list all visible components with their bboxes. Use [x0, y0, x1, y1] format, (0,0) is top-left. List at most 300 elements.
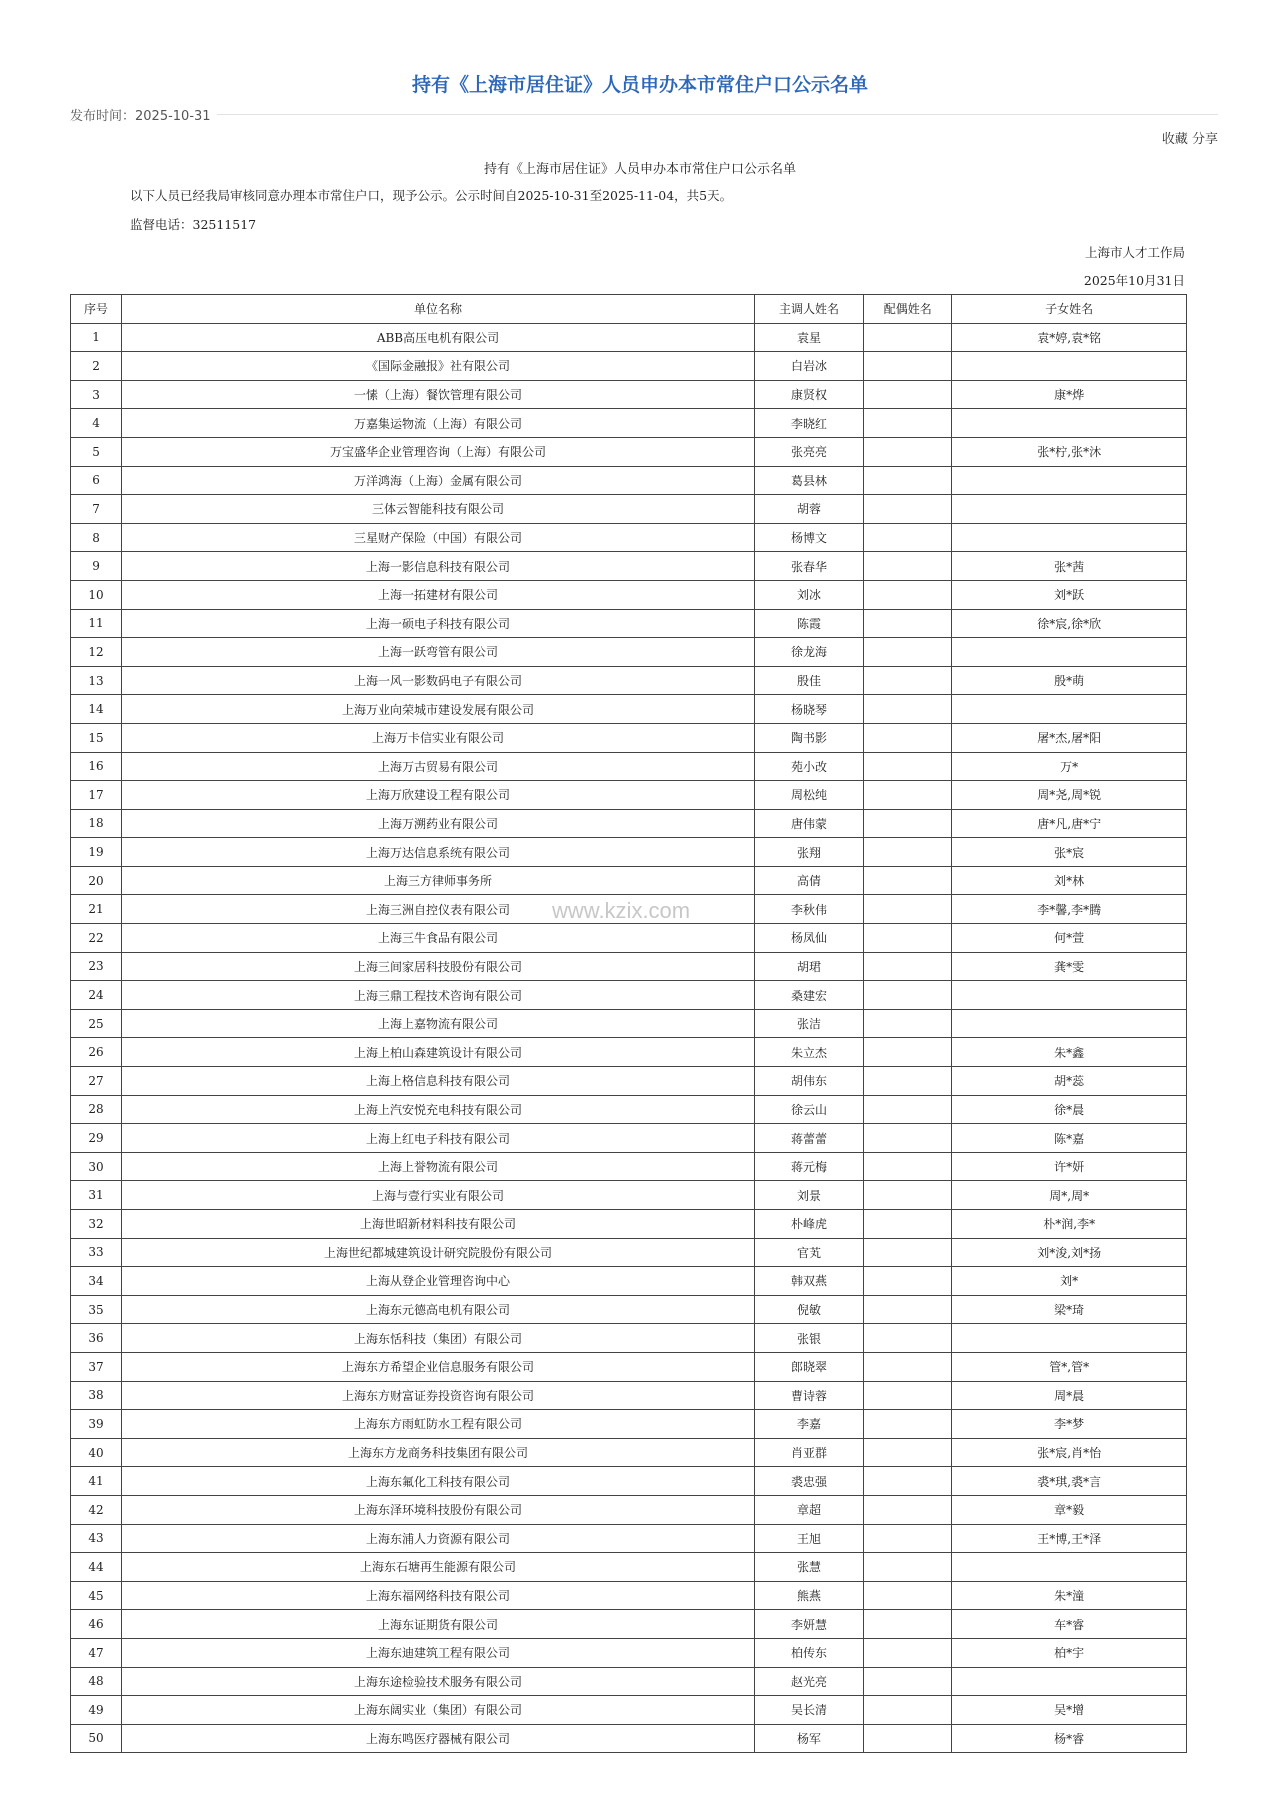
spouse-name: [864, 981, 952, 1010]
collect-button[interactable]: 收藏: [1161, 132, 1188, 147]
main-applicant-name: 裘忠强: [754, 1467, 863, 1496]
children-names: 龚*雯: [952, 952, 1187, 981]
main-applicant-name: 杨凤仙: [754, 924, 863, 953]
spouse-name: [864, 638, 952, 667]
children-names: 屠*杰,屠*阳: [952, 723, 1187, 752]
row-index: 4: [71, 409, 122, 438]
row-index: 49: [71, 1696, 122, 1725]
issue-date: 2025年10月31日: [1083, 273, 1185, 288]
children-names: 管*,管*: [952, 1352, 1187, 1381]
unit-name: 上海东泽环境科技股份有限公司: [122, 1495, 755, 1524]
unit-name: 上海三方律师事务所: [122, 866, 755, 895]
unit-name: 上海东途检验技术服务有限公司: [122, 1667, 755, 1696]
table-row: [71, 1724, 1187, 1753]
row-index: 29: [71, 1124, 122, 1153]
header-children: 子女姓名: [952, 295, 1187, 324]
table-row: [71, 924, 1187, 953]
main-applicant-name: 李嘉: [754, 1410, 863, 1439]
main-applicant-name: 周松纯: [754, 781, 863, 810]
table-row: [71, 723, 1187, 752]
children-names: 王*博,王*泽: [952, 1524, 1187, 1553]
row-index: 33: [71, 1238, 122, 1267]
row-index: 15: [71, 723, 122, 752]
main-applicant-name: 张银: [754, 1324, 863, 1353]
row-index: 7: [71, 495, 122, 524]
table-row: [71, 1124, 1187, 1153]
children-names: [952, 1324, 1187, 1353]
spouse-name: [864, 723, 952, 752]
publish-row: [70, 104, 1218, 124]
main-applicant-name: 袁星: [754, 323, 863, 352]
children-names: 李*梦: [952, 1410, 1187, 1439]
table-row: [71, 1238, 1187, 1267]
children-names: [952, 1009, 1187, 1038]
table-row: [71, 1210, 1187, 1239]
row-index: 13: [71, 666, 122, 695]
spouse-name: [864, 809, 952, 838]
main-applicant-name: 朱立杰: [754, 1038, 863, 1067]
unit-name: 上海东方龙商务科技集团有限公司: [122, 1438, 755, 1467]
intro-paragraph: 以下人员已经我局审核同意办理本市常住户口，现予公示。公示时间自2025-10-31至2025-11-04，共5天。: [130, 188, 733, 203]
row-index: 19: [71, 838, 122, 867]
spouse-name: [864, 1324, 952, 1353]
spouse-name: [864, 380, 952, 409]
spouse-name: [864, 1524, 952, 1553]
table-row: [71, 809, 1187, 838]
main-applicant-name: 桑建宏: [754, 981, 863, 1010]
unit-name: 上海与壹行实业有限公司: [122, 1181, 755, 1210]
unit-name: 上海东福网络科技有限公司: [122, 1581, 755, 1610]
children-names: 朱*潼: [952, 1581, 1187, 1610]
children-names: 朱*鑫: [952, 1038, 1187, 1067]
spouse-name: [864, 1667, 952, 1696]
children-names: [952, 981, 1187, 1010]
table-row: [71, 1295, 1187, 1324]
children-names: 车*睿: [952, 1610, 1187, 1639]
spouse-name: [864, 1381, 952, 1410]
row-index: 3: [71, 380, 122, 409]
table-row: [71, 1009, 1187, 1038]
header-spouse: 配偶姓名: [864, 295, 952, 324]
unit-name: 上海东方雨虹防水工程有限公司: [122, 1410, 755, 1439]
spouse-name: [864, 552, 952, 581]
children-names: 章*毅: [952, 1495, 1187, 1524]
spouse-name: [864, 466, 952, 495]
unit-name: 上海三间家居科技股份有限公司: [122, 952, 755, 981]
table-row: [71, 952, 1187, 981]
table-row: [71, 1610, 1187, 1639]
spouse-name: [864, 580, 952, 609]
row-index: 2: [71, 352, 122, 381]
children-names: 周*尧,周*锐: [952, 781, 1187, 810]
main-applicant-name: 蒋元梅: [754, 1152, 863, 1181]
table-row: [71, 1696, 1187, 1725]
row-index: 8: [71, 523, 122, 552]
spouse-name: [864, 895, 952, 924]
main-applicant-name: 陶书影: [754, 723, 863, 752]
main-applicant-name: 高倩: [754, 866, 863, 895]
spouse-name: [864, 1067, 952, 1096]
unit-name: 上海东阔实业（集团）有限公司: [122, 1696, 755, 1725]
main-applicant-name: 柏传东: [754, 1638, 863, 1667]
spouse-name: [864, 1724, 952, 1753]
main-applicant-name: 杨博文: [754, 523, 863, 552]
unit-name: 《国际金融报》社有限公司: [122, 352, 755, 381]
row-index: 27: [71, 1067, 122, 1096]
spouse-name: [864, 1467, 952, 1496]
row-index: 12: [71, 638, 122, 667]
unit-name: 上海万溯药业有限公司: [122, 809, 755, 838]
children-names: 张*柠,张*沐: [952, 437, 1187, 466]
spouse-name: [864, 1581, 952, 1610]
row-index: 23: [71, 952, 122, 981]
spouse-name: [864, 1438, 952, 1467]
unit-name: 上海一拓建材有限公司: [122, 580, 755, 609]
children-names: 朴*润,李*: [952, 1210, 1187, 1239]
children-names: 周*晨: [952, 1381, 1187, 1410]
main-applicant-name: 张春华: [754, 552, 863, 581]
table-row: [71, 1524, 1187, 1553]
table-row: [71, 981, 1187, 1010]
unit-name: 上海一跃弯管有限公司: [122, 638, 755, 667]
spouse-name: [864, 1638, 952, 1667]
spouse-name: [864, 695, 952, 724]
unit-name: ABB高压电机有限公司: [122, 323, 755, 352]
unit-name: 上海上誉物流有限公司: [122, 1152, 755, 1181]
table-row: [71, 1267, 1187, 1296]
children-names: 柏*宇: [952, 1638, 1187, 1667]
main-applicant-name: 殷佳: [754, 666, 863, 695]
table-row: [71, 380, 1187, 409]
table-row: [71, 552, 1187, 581]
children-names: 何*萱: [952, 924, 1187, 953]
table-row: [71, 1495, 1187, 1524]
row-index: 20: [71, 866, 122, 895]
table-row: [71, 580, 1187, 609]
row-index: 17: [71, 781, 122, 810]
unit-name: 上海东证期货有限公司: [122, 1610, 755, 1639]
spouse-name: [864, 1238, 952, 1267]
main-applicant-name: 肖亚群: [754, 1438, 863, 1467]
children-names: 裘*琪,裘*言: [952, 1467, 1187, 1496]
main-applicant-name: 倪敏: [754, 1295, 863, 1324]
main-applicant-name: 白岩冰: [754, 352, 863, 381]
table-row: [71, 437, 1187, 466]
main-applicant-name: 徐云山: [754, 1095, 863, 1124]
row-index: 16: [71, 752, 122, 781]
children-names: 张*宸,肖*怡: [952, 1438, 1187, 1467]
children-names: 张*宸: [952, 838, 1187, 867]
spouse-name: [864, 1495, 952, 1524]
row-index: 9: [71, 552, 122, 581]
unit-name: 上海一风一影数码电子有限公司: [122, 666, 755, 695]
table-row: [71, 323, 1187, 352]
watermark: www.kzix.com: [552, 898, 691, 923]
table-row: [71, 1324, 1187, 1353]
row-index: 36: [71, 1324, 122, 1353]
spouse-name: [864, 1696, 952, 1725]
header-main-applicant: 主调人姓名: [754, 295, 863, 324]
children-names: 康*烨: [952, 380, 1187, 409]
table-row: [71, 466, 1187, 495]
unit-name: 上海东浦人力资源有限公司: [122, 1524, 755, 1553]
children-names: [952, 523, 1187, 552]
row-index: 43: [71, 1524, 122, 1553]
spouse-name: [864, 1181, 952, 1210]
unit-name: 上海万古贸易有限公司: [122, 752, 755, 781]
spouse-name: [864, 952, 952, 981]
unit-name: 三星财产保险（中国）有限公司: [122, 523, 755, 552]
row-index: 42: [71, 1495, 122, 1524]
main-applicant-name: 康贤权: [754, 380, 863, 409]
children-names: 刘*浚,刘*扬: [952, 1238, 1187, 1267]
main-applicant-name: 葛县林: [754, 466, 863, 495]
spouse-name: [864, 1267, 952, 1296]
unit-name: 万嘉集运物流（上海）有限公司: [122, 409, 755, 438]
row-index: 41: [71, 1467, 122, 1496]
main-applicant-name: 蒋蕾蕾: [754, 1124, 863, 1153]
main-applicant-name: 张翔: [754, 838, 863, 867]
table-row: [71, 895, 1187, 924]
row-index: 38: [71, 1381, 122, 1410]
row-index: 44: [71, 1553, 122, 1582]
share-button[interactable]: 分享: [1191, 132, 1218, 147]
unit-name: 上海东方财富证券投资咨询有限公司: [122, 1381, 755, 1410]
row-index: 31: [71, 1181, 122, 1210]
spouse-name: [864, 1553, 952, 1582]
unit-name: 上海万卡信实业有限公司: [122, 723, 755, 752]
main-applicant-name: 胡蓉: [754, 495, 863, 524]
row-index: 37: [71, 1352, 122, 1381]
unit-name: 上海三洲自控仪表有限公司: [122, 895, 755, 924]
spouse-name: [864, 495, 952, 524]
main-applicant-name: 章超: [754, 1495, 863, 1524]
header-divider: [217, 114, 1218, 115]
unit-name: 上海一硕电子科技有限公司: [122, 609, 755, 638]
main-applicant-name: 苑小改: [754, 752, 863, 781]
children-names: [952, 409, 1187, 438]
main-applicant-name: 胡伟东: [754, 1067, 863, 1096]
table-row: [71, 752, 1187, 781]
spouse-name: [864, 924, 952, 953]
main-applicant-name: 李晓红: [754, 409, 863, 438]
spouse-name: [864, 1152, 952, 1181]
children-names: 梁*琦: [952, 1295, 1187, 1324]
unit-name: 上海从登企业管理咨询中心: [122, 1267, 755, 1296]
unit-name: 上海东恬科技（集团）有限公司: [122, 1324, 755, 1353]
spouse-name: [864, 866, 952, 895]
document-subtitle: 持有《上海市居住证》人员申办本市常住户口公示名单: [483, 162, 796, 177]
unit-name: 上海东方希望企业信息服务有限公司: [122, 1352, 755, 1381]
unit-name: 一愫（上海）餐饮管理有限公司: [122, 380, 755, 409]
table-row: [71, 1038, 1187, 1067]
unit-name: 上海世昭新材料科技有限公司: [122, 1210, 755, 1239]
row-index: 26: [71, 1038, 122, 1067]
table-row: [71, 1467, 1187, 1496]
children-names: 李*馨,李*腾: [952, 895, 1187, 924]
table-row: [71, 352, 1187, 381]
table-header-row: [71, 295, 1187, 324]
row-index: 21: [71, 895, 122, 924]
row-index: 35: [71, 1295, 122, 1324]
spouse-name: [864, 323, 952, 352]
children-names: 刘*: [952, 1267, 1187, 1296]
spouse-name: [864, 1038, 952, 1067]
main-applicant-name: 张洁: [754, 1009, 863, 1038]
row-index: 22: [71, 924, 122, 953]
publish-time: 发布时间：2025-10-31: [70, 108, 211, 124]
supervision-phone: 监督电话：32511517: [130, 217, 257, 232]
table-row: [71, 1152, 1187, 1181]
issuer-name: 上海市人才工作局: [1084, 245, 1185, 260]
spouse-name: [864, 523, 952, 552]
main-applicant-name: 刘冰: [754, 580, 863, 609]
spouse-name: [864, 1410, 952, 1439]
unit-name: 上海世纪都城建筑设计研究院股份有限公司: [122, 1238, 755, 1267]
main-applicant-name: 赵光亮: [754, 1667, 863, 1696]
table-row: [71, 866, 1187, 895]
table-row: [71, 1067, 1187, 1096]
spouse-name: [864, 437, 952, 466]
table-row: [71, 1638, 1187, 1667]
spouse-name: [864, 1210, 952, 1239]
main-applicant-name: 张亮亮: [754, 437, 863, 466]
table-row: [71, 1181, 1187, 1210]
spouse-name: [864, 409, 952, 438]
row-index: 14: [71, 695, 122, 724]
row-index: 40: [71, 1438, 122, 1467]
table-row: [71, 1667, 1187, 1696]
row-index: 18: [71, 809, 122, 838]
row-index: 34: [71, 1267, 122, 1296]
table-row: [71, 1438, 1187, 1467]
children-names: 周*,周*: [952, 1181, 1187, 1210]
unit-name: 上海上红电子科技有限公司: [122, 1124, 755, 1153]
table-row: [71, 523, 1187, 552]
row-index: 1: [71, 323, 122, 352]
main-applicant-name: 李妍慧: [754, 1610, 863, 1639]
unit-name: 上海三牛食品有限公司: [122, 924, 755, 953]
table-row: [71, 495, 1187, 524]
table-row: [71, 695, 1187, 724]
main-applicant-name: 刘景: [754, 1181, 863, 1210]
children-names: 徐*晨: [952, 1095, 1187, 1124]
row-index: 32: [71, 1210, 122, 1239]
unit-name: 三体云智能科技有限公司: [122, 495, 755, 524]
row-index: 6: [71, 466, 122, 495]
unit-name: 万洋鸿海（上海）金属有限公司: [122, 466, 755, 495]
table-row: [71, 1352, 1187, 1381]
header-index: 序号: [71, 295, 122, 324]
table-row: [71, 1553, 1187, 1582]
row-index: 24: [71, 981, 122, 1010]
table-row: [71, 1410, 1187, 1439]
page-title: 持有《上海市居住证》人员申办本市常住户口公示名单: [411, 74, 868, 96]
spouse-name: [864, 1009, 952, 1038]
children-names: 刘*林: [952, 866, 1187, 895]
children-names: [952, 466, 1187, 495]
table-row: [71, 781, 1187, 810]
table-row: [71, 838, 1187, 867]
table-row: [71, 609, 1187, 638]
spouse-name: [864, 781, 952, 810]
children-names: 许*妍: [952, 1152, 1187, 1181]
spouse-name: [864, 1124, 952, 1153]
row-index: 11: [71, 609, 122, 638]
row-index: 39: [71, 1410, 122, 1439]
row-index: 10: [71, 580, 122, 609]
children-names: 陈*嘉: [952, 1124, 1187, 1153]
spouse-name: [864, 666, 952, 695]
unit-name: 上海东元德高电机有限公司: [122, 1295, 755, 1324]
children-names: 唐*凡,唐*宁: [952, 809, 1187, 838]
children-names: 袁*婷,袁*铭: [952, 323, 1187, 352]
unit-name: 上海东氟化工科技有限公司: [122, 1467, 755, 1496]
main-applicant-name: 李秋伟: [754, 895, 863, 924]
row-index: 47: [71, 1638, 122, 1667]
row-index: 28: [71, 1095, 122, 1124]
unit-name: 上海东石塘再生能源有限公司: [122, 1553, 755, 1582]
publicity-table: [70, 294, 1187, 1753]
row-index: 46: [71, 1610, 122, 1639]
unit-name: 上海上汽安悦充电科技有限公司: [122, 1095, 755, 1124]
row-index: 30: [71, 1152, 122, 1181]
row-index: 5: [71, 437, 122, 466]
children-names: 万*: [952, 752, 1187, 781]
unit-name: 上海东鸣医疗器械有限公司: [122, 1724, 755, 1753]
children-names: 胡*蕊: [952, 1067, 1187, 1096]
main-applicant-name: 王旭: [754, 1524, 863, 1553]
children-names: 徐*宸,徐*欣: [952, 609, 1187, 638]
main-applicant-name: 韩双燕: [754, 1267, 863, 1296]
spouse-name: [864, 1352, 952, 1381]
spouse-name: [864, 1295, 952, 1324]
row-index: 45: [71, 1581, 122, 1610]
unit-name: 上海万欣建设工程有限公司: [122, 781, 755, 810]
main-applicant-name: 官芄: [754, 1238, 863, 1267]
children-names: 张*茜: [952, 552, 1187, 581]
children-names: 殷*萌: [952, 666, 1187, 695]
spouse-name: [864, 352, 952, 381]
unit-name: 上海上嘉物流有限公司: [122, 1009, 755, 1038]
children-names: [952, 695, 1187, 724]
actions-bar: [1162, 128, 1218, 147]
children-names: [952, 638, 1187, 667]
unit-name: 上海万达信息系统有限公司: [122, 838, 755, 867]
table-row: [71, 638, 1187, 667]
main-applicant-name: 朴峰虎: [754, 1210, 863, 1239]
children-names: 刘*跃: [952, 580, 1187, 609]
unit-name: 万宝盛华企业管理咨询（上海）有限公司: [122, 437, 755, 466]
spouse-name: [864, 752, 952, 781]
main-applicant-name: 陈霞: [754, 609, 863, 638]
unit-name: 上海一影信息科技有限公司: [122, 552, 755, 581]
main-applicant-name: 熊燕: [754, 1581, 863, 1610]
main-applicant-name: 郎晓翠: [754, 1352, 863, 1381]
unit-name: 上海上柏山森建筑设计有限公司: [122, 1038, 755, 1067]
spouse-name: [864, 838, 952, 867]
main-applicant-name: 吴长清: [754, 1696, 863, 1725]
row-index: 25: [71, 1009, 122, 1038]
children-names: [952, 352, 1187, 381]
table-row: [71, 666, 1187, 695]
unit-name: 上海上格信息科技有限公司: [122, 1067, 755, 1096]
table-row: [71, 1095, 1187, 1124]
unit-name: 上海万业向荣城市建设发展有限公司: [122, 695, 755, 724]
spouse-name: [864, 1610, 952, 1639]
children-names: [952, 1553, 1187, 1582]
main-applicant-name: 唐伟蒙: [754, 809, 863, 838]
